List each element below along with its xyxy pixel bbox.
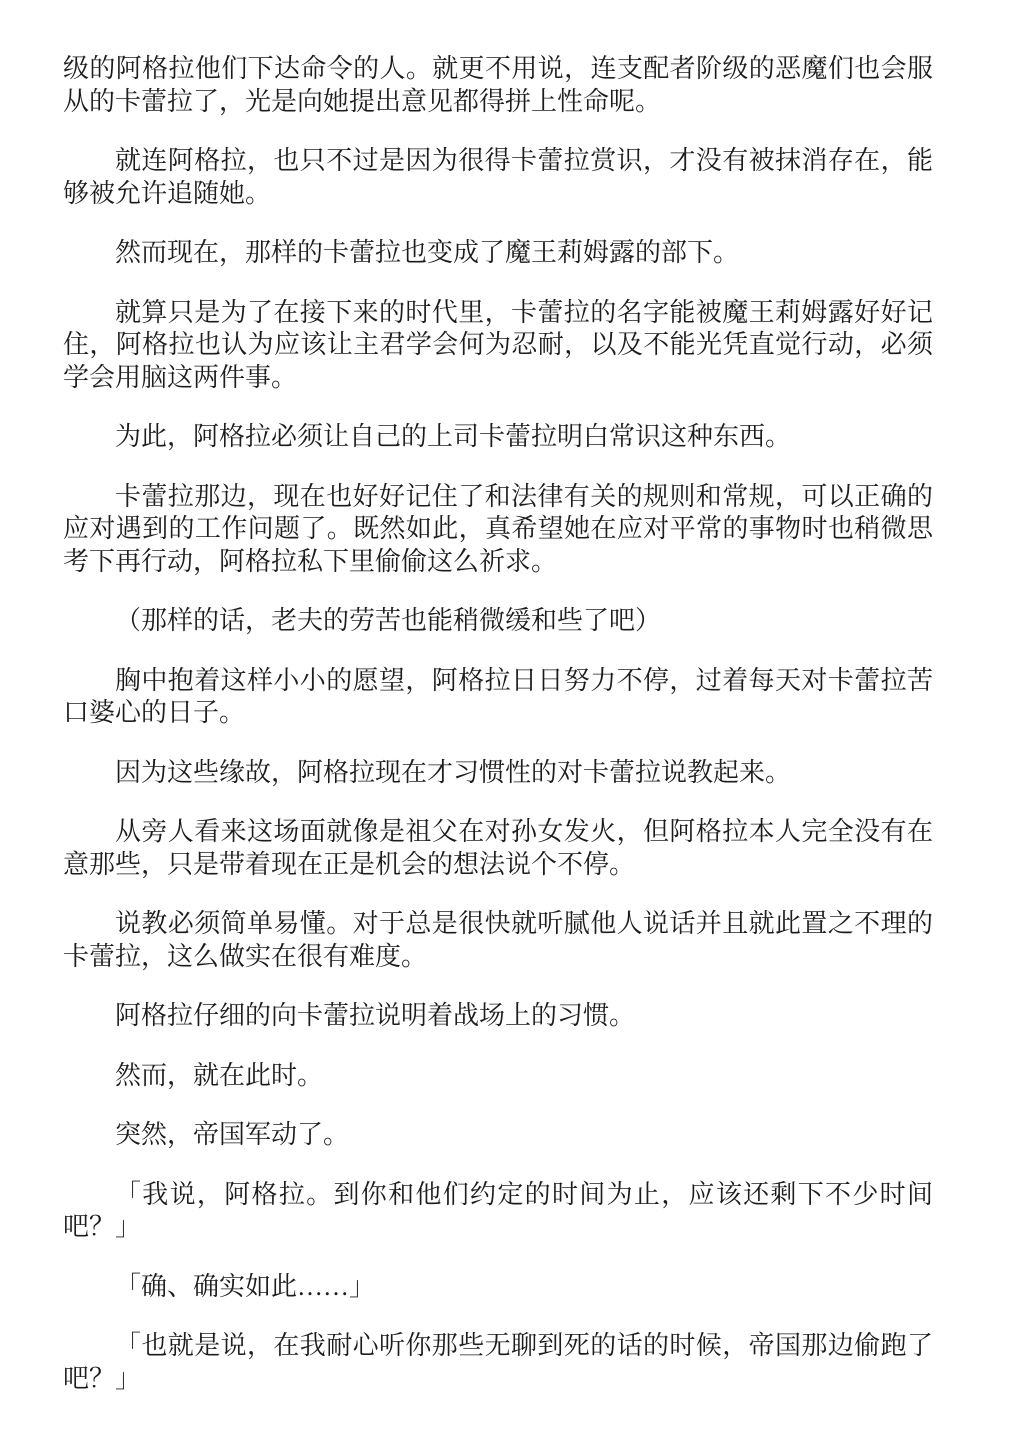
paragraph: 「也就是说，在我耐心听你那些无聊到死的话的时候，帝国那边偷跑了吧？」 xyxy=(63,1331,933,1393)
paragraph: 从旁人看来这场面就像是祖父在对孙女发火，但阿格拉本人完全没有在意那些，只是带着现在正是机会的想法说个不停。 xyxy=(63,817,933,879)
paragraph: 说教必须简单易懂。对于总是很快就听腻他人说话并且就此置之不理的卡蕾拉，这么做实在很有难度。 xyxy=(63,909,933,971)
paragraph: 级的阿格拉他们下达命令的人。就更不用说，连支配者阶级的恶魔们也会服从的卡蕾拉了，光是向她提出意见都得拼上性命呢。 xyxy=(63,54,933,116)
paragraph: 突然，帝国军动了。 xyxy=(115,1120,350,1149)
paragraph: 为此，阿格拉必须让自己的上司卡蕾拉明白常识这种东西。 xyxy=(115,422,792,451)
paragraph: 就算只是为了在接下来的时代里，卡蕾拉的名字能被魔王莉姆露好好记住，阿格拉也认为应该让主君学会何为忍耐，以及不能光凭直觉行动，必须学会用脑这两件事。 xyxy=(63,297,933,392)
paragraph: 「我说，阿格拉。到你和他们约定的时间为止，应该还剩下不少时间吧？」 xyxy=(63,1179,933,1241)
paragraph: 然而，就在此时。 xyxy=(115,1060,324,1090)
paragraph: 胸中抱着这样小小的愿望，阿格拉日日努力不停，过着每天对卡蕾拉苦口婆心的日子。 xyxy=(63,665,933,727)
paragraph: 阿格拉仔细的向卡蕾拉说明着战场上的习惯。 xyxy=(115,1001,636,1030)
paragraph: 因为这些缘故，阿格拉现在才习惯性的对卡蕾拉说教起来。 xyxy=(115,757,792,787)
paragraph: （那样的话，老夫的劳苦也能稍微缓和些了吧） xyxy=(115,606,662,635)
paragraph: 就连阿格拉，也只不过是因为很得卡蕾拉赏识，才没有被抹消存在，能够被允许追随她。 xyxy=(63,146,933,208)
paragraph: 「确、确实如此……」 xyxy=(115,1271,376,1301)
paragraph: 然而现在，那样的卡蕾拉也变成了魔王莉姆露的部下。 xyxy=(115,238,740,267)
paragraph: 卡蕾拉那边，现在也好好记住了和法律有关的规则和常规，可以正确的应对遇到的工作问题了。既然如此，真希望她在应对平常的事物时也稍微思考下再行动，阿格拉私下里偷偷这么祈求。 xyxy=(63,481,933,576)
